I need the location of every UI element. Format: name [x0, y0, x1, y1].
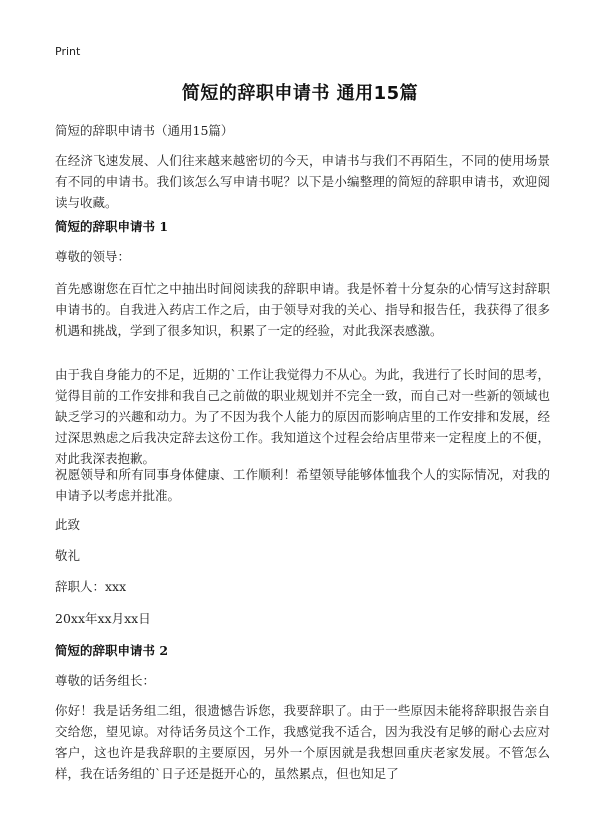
paragraph-1-2: [55, 364, 550, 469]
paragraph-text: 首先感谢您在百忙之中抽出时间阅读我的辞职申请。我是怀着十分复杂的心情写这封辞职申请书的。自我进入药店工作之后，由于领导对我的关心、指导和报告任，我获得了很多机遇和挑战，学到了很多知识，积累了一定的经验，对此我深表感激。: [55, 281, 550, 338]
paragraph-text: 你好！我是话务组二组，很遗憾告诉您，我要辞职了。由于一些原因未能将辞职报告亲自交给您，望见谅。对待话务员这个工作，我感觉我不适合，因为我没有足够的耐心去应对客户，这也许是我辞职的主要原因，另外一个原因就是我想回重庆老家发展。不管怎么样，我在话务组的`日子还是挺开心的，虽然累点，但也知足了: [55, 703, 550, 781]
date: 20xx年xx月xx日: [55, 611, 151, 626]
salutation-2: 尊敬的话务组长：: [55, 673, 156, 688]
closing-2: 敬礼: [55, 548, 81, 563]
intro-text: 在经济飞速发展、人们往来越来越密切的今天，申请书与我们不再陌生，不同的使用场景有不同的申请书。我们该怎么写申请书呢？以下是小编整理的简短的辞职申请书，欢迎阅读与收藏。: [55, 153, 550, 210]
section-heading-1: 简短的辞职申请书 1: [55, 219, 169, 234]
paragraph-text: 祝愿领导和所有同事身体健康、工作顺利！希望领导能够体恤我个人的实际情况，对我的申请予以考虑并批准。: [55, 467, 550, 503]
intro-paragraph: [55, 150, 550, 213]
paragraph-1-3: [55, 464, 550, 506]
subtitle: 简短的辞职申请书（通用15篇）: [55, 123, 234, 138]
salutation-1: 尊敬的领导：: [55, 249, 131, 264]
print-link[interactable]: Print: [55, 45, 81, 58]
paragraph-text: 由于我自身能力的不足，近期的`工作让我觉得力不从心。为此，我进行了长时间的思考，觉得目前的工作安排和我自己之前做的职业规划并不完全一致，而自己对一些新的领域也缺乏学习的兴趣和动力。为了不因为我个人能力的原因而影响店里的工作安排和发展，经过深思熟虑之后我决定辞去这份工作。我知道这个过程会给店里带来一定程度上的不便，对此我深表抱歉。: [55, 367, 550, 466]
closing-1: 此致: [55, 517, 81, 532]
paragraph-2-1: [55, 700, 550, 784]
section-heading-2: 简短的辞职申请书 2: [55, 643, 169, 658]
signer: 辞职人：xxx: [55, 579, 127, 594]
paragraph-1-1: [55, 278, 550, 341]
page-title: 简短的辞职申请书 通用15篇: [181, 83, 419, 104]
